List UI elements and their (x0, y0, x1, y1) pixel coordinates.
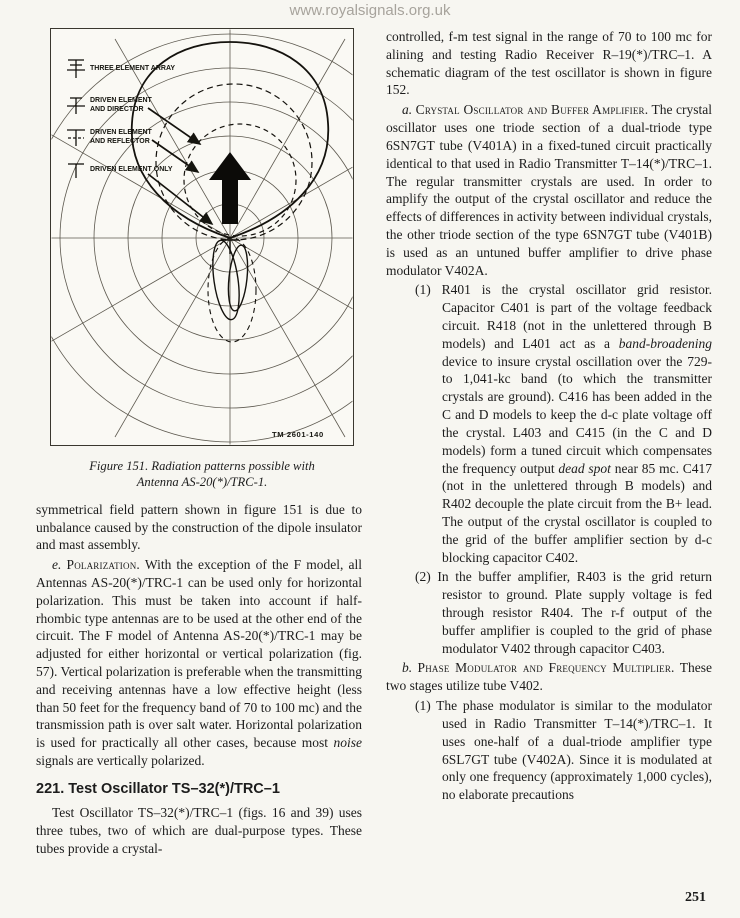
right-column (386, 28, 712, 857)
section-221-heading: 221. Test Oscillator TS–32(*)/TRC–1 (36, 780, 280, 797)
para-b-body: These two stages utilize tube V402. (386, 660, 713, 694)
para-e-body1: With the exception of the F model, all Antennas AS-20(*)/TRC-1 can be used only for horizontal polarization. This must be taken into account if half-rhombic type antennas are to be used at the other end of the circuit. The F model of Antenna AS-20(*)/TRC-1 may be adjusted for either horizontal or vertical polarization (fig. 57). Vertical polarization is preferable when the transmitting and receiving antennas have a low effective height (less than 50 feet for the frequency band of 70 to 100 mc) and the transmission path is over salt water. Horizontal polarization is used for practically all other cases, because most (36, 557, 362, 751)
two-column-layout (0, 22, 740, 857)
para-a-heading: Crystal Oscillator and Buffer Amplifier. (415, 102, 649, 118)
figure-caption (50, 458, 354, 491)
list-item-b1-text: The phase modulator is similar to the modulator used in Radio Transmitter T–14(*)/TRC–1. It uses one-half of a dual-triode amplifier type 6SL7GT tube (V402A). Since it is modulated at only one frequency (approximately 1,000 cycles), no elaborate precautions (436, 698, 712, 803)
legend-label: DRIVEN ELEMENT ONLY (90, 166, 173, 173)
paragraph-continuation-left: symmetrical field pattern shown in figure 151 is due to unbalance caused by the construction of the dipole insulator and mast assembly. (36, 501, 362, 553)
legend-label: AND DIRECTOR (90, 106, 144, 113)
legend-label: AND REFLECTOR (90, 138, 150, 145)
para-b-heading: Phase Modulator and Frequency Multiplier. (417, 660, 675, 676)
figure-151 (50, 28, 362, 491)
para-e-body2: signals are vertically polarized. (36, 753, 205, 769)
list-item-a2-text: In the buffer amplifier, R403 is the grid return resistor to ground. Plate supply voltage is fed through resistor R404. The r-f output of the buffer amplifier is coupled to the grid of phase modulator V402 through capacitor C403. (437, 569, 712, 656)
list-item-a1-number: (1) (415, 282, 431, 298)
radiation-pattern-diagram (50, 28, 354, 446)
list-item-a1 (386, 281, 712, 566)
paragraph-e-polarization (36, 556, 362, 770)
list-item-a1-text3: near 85 mc. C417 (not in the unlettered through B models) and R402 decouple the plate circuit from the B+ lead. The output of the crystal oscillator is coupled to the grid of the buffer amplifier section by d-c blocking capacitor C402. (442, 460, 712, 565)
para-e-label: e. (52, 557, 62, 573)
figure-caption-line2: Antenna AS-20(*)/TRC-1. (136, 475, 268, 490)
list-item-a2 (386, 568, 712, 657)
list-item-a2-number: (2) (415, 569, 431, 585)
legend-label: THREE ELEMENT ARRAY (90, 65, 176, 72)
list-item-b1 (386, 697, 712, 804)
paragraph-continuation-right: controlled, f-m test signal in the range of 70 to 100 mc for alining and testing Radio Receiver R–19(*)/TRC–1. A schematic diagram of the test oscillator is shown in figure 152. (386, 29, 712, 98)
list-item-a1-italic2: dead spot (558, 460, 611, 476)
para-b-label: b. (402, 660, 413, 676)
para-e-italic-noise: noise (333, 735, 362, 751)
para-e-heading: Polarization. (66, 557, 140, 573)
legend-label: DRIVEN ELEMENT (90, 129, 152, 136)
list-item-b1-number: (1) (415, 698, 431, 714)
tm-number: TM 2601-140 (272, 430, 324, 439)
list-item-a1-text2: device to insure crystal oscillation over the 729- to 1,041-kc band (to which the transmitter crystals are ground). C416 has been added in the C and D models to keep the d-c plate voltage off the crystal. L403 and C415 (in the C and D models) form a tuned circuit which compensates the frequency output (442, 353, 712, 476)
paragraph-a-crystal-oscillator (386, 101, 712, 279)
list-item-a1-text1: R401 is the crystal oscillator grid resistor. Capacitor C401 is part of the voltage feedback circuit. R418 (not in the unlettered through B models) and L401 act as a (441, 282, 713, 351)
left-column (36, 28, 362, 857)
list-item-a1-italic1: band-broadening (618, 335, 712, 351)
watermark-text: www.royalsignals.org.uk (289, 2, 451, 19)
figure-caption-line1: Figure 151. Radiation patterns possible with (89, 459, 315, 473)
section-221-paragraph: Test Oscillator TS–32(*)/TRC–1 (figs. 16 and 39) uses three tubes, two of which are dual-purpose types. These tubes provide a crystal- (36, 804, 362, 856)
legend-label: DRIVEN ELEMENT (90, 97, 152, 104)
para-a-body: The crystal oscillator uses one triode section of a dual-triode type 6SN7GT tube (V401A) in a fixed-tuned circuit practically identical to that used in Radio Transmitter T–14(*)/TRC–1. The regular transmitter crystals are used. In order to amplify the output of the crystal oscillator and reduce the effects of differences in activity between individual crystals, the other triode section of the type 6SN7GT tube (V401B) is used as an untuned buffer amplifier to drive phase modulator V402A. (386, 102, 713, 278)
para-a-label: a. (402, 102, 413, 118)
paragraph-b-phase-modulator (386, 659, 712, 695)
page-number: 251 (685, 890, 706, 905)
